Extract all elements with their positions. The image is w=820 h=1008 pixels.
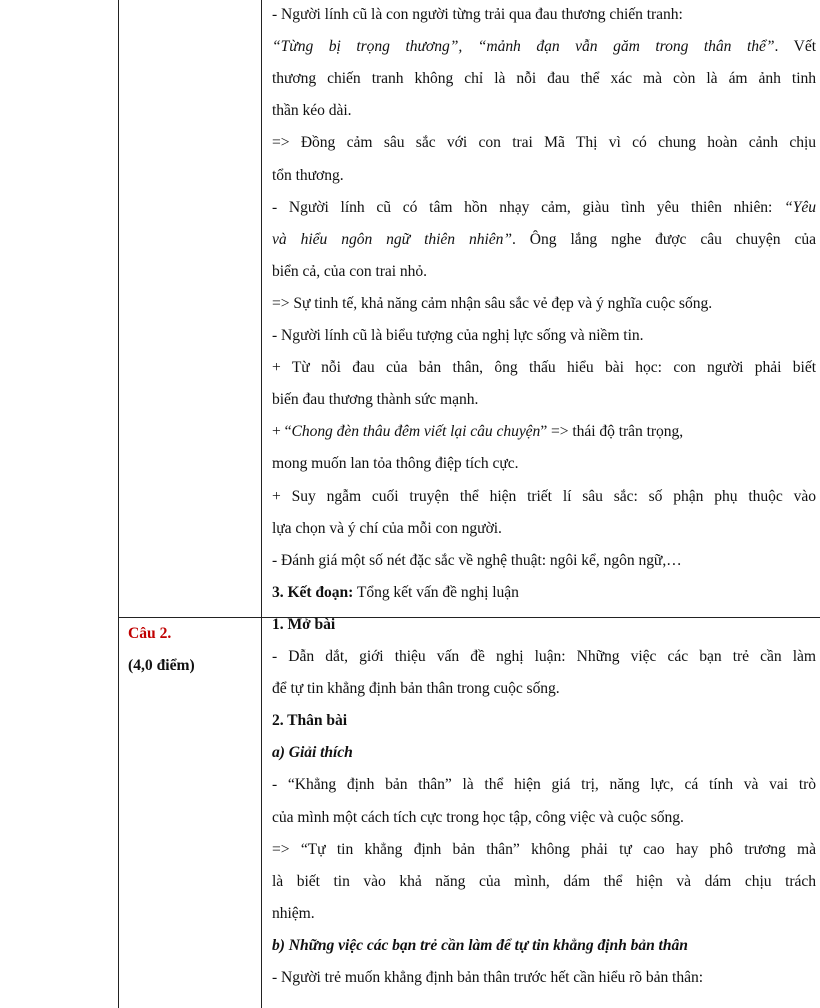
text-run: 2. Thân bài [272,712,348,730]
text-run: - Dẫn dắt, giới thiệu vấn đề nghị luận: Những việc các bạn trẻ cần làm [272,648,816,665]
text-line [272,231,816,249]
text-line [272,776,816,794]
text-run: của mình một cách tích cực trong học tập, công việc và cuộc sống. [272,808,684,826]
text-line [272,680,816,698]
text-run: ” => thái độ trân trọng, [540,423,684,441]
text-run: biển cả, của con trai nhỏ. [272,262,428,280]
text-line [272,359,816,377]
text-line [272,488,816,506]
text-run: 1. Mở bài [272,615,336,633]
text-run: => “Tự tin khẳng định bản thân” không phải tự cao hay phô trương mà [272,840,816,858]
text-line [272,873,816,891]
text-line [272,809,816,827]
text-run: + “ [272,423,292,441]
text-run: thần kéo dài. [272,102,352,120]
text-line [272,905,816,923]
text-run: + Từ nỗi đau của bản thân, ông thấu hiểu bài học: con người phải biết [272,359,816,377]
text-run: + Suy ngẫm cuối truyện thể hiện triết lí sâu sắc: số phận phụ thuộc vào [272,487,816,505]
text-run: - Đánh giá một số nét đặc sắc về nghệ thuật: ngôi kể, ngôn ngữ,… [272,551,682,569]
text-line [272,712,816,730]
text-line [272,263,816,281]
text-line [272,423,816,441]
text-line [272,969,816,987]
text-run: a) Giải thích [272,744,353,762]
text-run: “Yêu [784,198,816,216]
text-line [272,841,816,859]
text-run: => Đồng cảm sâu sắc với con trai Mã Thị vì có chung hoàn cảnh chịu [272,134,816,152]
question-label: Câu 2. [128,625,172,642]
text-line [272,327,816,345]
question-points: (4,0 điểm) [128,657,195,674]
text-run: tổn thương. [272,166,344,184]
text-run: - Người trẻ muốn khẳng định bản thân trước hết cần hiểu rõ bản thân: [272,969,703,986]
text-run: lựa chọn và ý chí của mỗi con người. [272,519,502,537]
text-run: 3. Kết đoạn: [272,583,354,601]
table-border-left [118,0,119,1008]
text-line [272,520,816,538]
text-run: thương chiến tranh không chỉ là nỗi đau thể xác mà còn là ám ảnh tinh [272,70,816,88]
text-line [272,38,816,56]
text-run: “Từng bị trọng thương”, “mảnh đạn vẫn găm trong thân thể” [272,38,775,56]
text-run: => Sự tinh tế, khả năng cảm nhận sâu sắc vẻ đẹp và ý nghĩa cuộc sống. [272,294,713,312]
table-column-divider [261,0,262,1008]
text-run: - Người lính cũ là biểu tượng của nghị lực sống và niềm tin. [272,327,644,344]
text-run: Tổng kết vấn đề nghị luận [353,583,519,601]
text-line [272,199,816,217]
text-run: . Ông lắng nghe được câu chuyện của [511,230,816,248]
text-run: để tự tin khẳng định bản thân trong cuộc sống. [272,680,560,698]
text-line [272,295,816,313]
text-line [272,584,816,602]
text-run: . Vết [774,38,816,56]
text-line [272,744,816,762]
text-line [272,648,816,666]
text-run: - Người lính cũ là con người từng trải qua đau thương chiến tranh: [272,6,683,23]
text-line [272,102,816,120]
text-line [272,70,816,88]
text-run: biến đau thương thành sức mạnh. [272,391,479,409]
text-run: - Người lính cũ có tâm hồn nhạy cảm, giàu tình yêu thiên nhiên: [272,198,785,216]
text-line [272,6,816,24]
text-run: và hiểu ngôn ngữ thiên nhiên” [272,230,512,248]
text-line [272,455,816,473]
text-line [272,134,816,152]
text-run: mong muốn lan tỏa thông điệp tích cực. [272,455,519,473]
text-run: b) Những việc các bạn trẻ cần làm để tự tin khẳng định bản thân [272,936,688,954]
text-run: - “Khẳng định bản thân” là thể hiện giá trị, năng lực, cá tính và vai trò [272,776,816,794]
text-run: nhiệm. [272,904,315,922]
text-line [272,552,816,570]
text-line [272,616,816,634]
text-line [272,937,816,955]
text-run: là biết tin vào khả năng của mình, dám thể hiện và dám chịu trách [272,872,816,890]
text-line [272,167,816,185]
text-line [272,391,816,409]
text-run: Chong đèn thâu đêm viết lại câu chuyện [291,423,541,441]
